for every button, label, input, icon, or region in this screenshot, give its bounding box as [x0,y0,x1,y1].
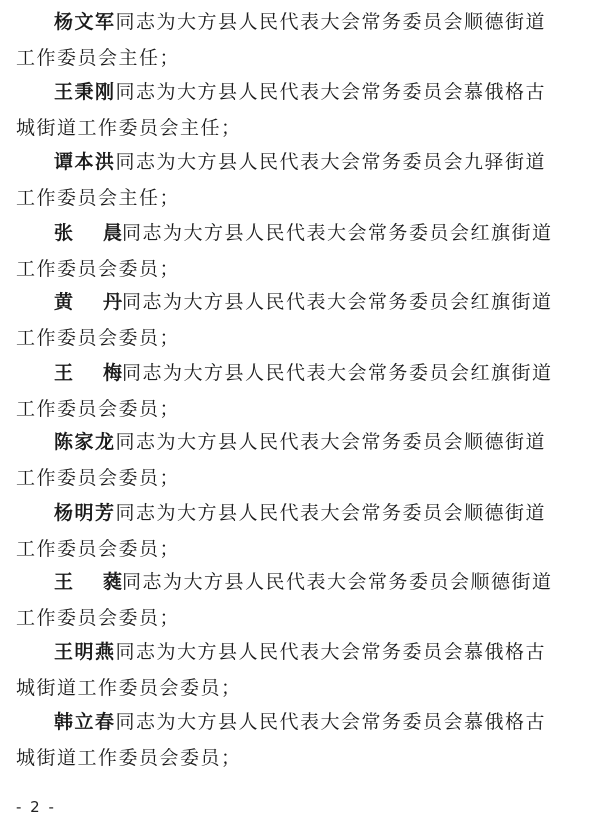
entry-first-line [54,221,553,245]
entry-first-line [54,361,553,385]
appointment-text: 同志为大方县人民代表大会常务委员会顺德街道 [115,502,547,524]
appointee-name: 谭本洪 [54,151,116,173]
appointment-text: 同志为大方县人民代表大会常务委员会红旗街道 [122,291,553,313]
appointment-text: 同志为大方县人民代表大会常务委员会慕俄格古 [115,81,547,103]
name-char-second: 晨 [103,222,123,244]
name-char-second: 丹 [103,291,123,313]
entry-first-line [54,150,546,174]
appointment-continuation: 城街道工作委员会委员； [16,747,242,769]
page-number: - 2 - [16,798,56,816]
appointment-continuation: 工作委员会委员； [16,538,181,560]
entry-first-line [54,10,546,34]
entry-first-line [54,501,546,525]
appointee-name: 王秉刚 [54,81,116,103]
entry-first-line [54,430,546,454]
appointee-name: 杨明芳 [54,502,116,524]
name-char-first: 王 [54,362,74,384]
appointee-name [54,222,122,244]
appointment-continuation: 工作委员会主任； [16,187,181,209]
appointment-continuation: 工作委员会委员； [16,398,181,420]
appointee-name [54,571,122,593]
name-char-second: 梅 [103,362,123,384]
appointment-entry [0,570,600,638]
appointee-name: 杨文军 [54,11,116,33]
appointment-text: 同志为大方县人民代表大会常务委员会顺德街道 [122,571,553,593]
appointment-entry [0,710,600,778]
appointee-name [54,362,122,384]
appointment-continuation: 城街道工作委员会主任； [16,117,242,139]
appointment-entry [0,10,600,78]
appointee-name: 王明燕 [54,641,116,663]
name-char-first: 黄 [54,291,74,313]
appointment-entry [0,501,600,569]
entry-first-line [54,640,546,664]
appointment-continuation: 工作委员会委员； [16,258,181,280]
name-char-first: 王 [54,571,74,593]
entry-first-line [54,570,553,594]
appointment-continuation: 工作委员会委员； [16,607,181,629]
entry-first-line [54,710,546,734]
appointment-entry [0,430,600,498]
appointment-text: 同志为大方县人民代表大会常务委员会红旗街道 [122,362,553,384]
entry-first-line [54,290,553,314]
appointment-entry [0,290,600,358]
appointee-name: 韩立春 [54,711,116,733]
appointee-name: 陈家龙 [54,431,116,453]
appointment-continuation: 城街道工作委员会委员； [16,677,242,699]
entry-first-line [54,80,546,104]
appointment-text: 同志为大方县人民代表大会常务委员会顺德街道 [115,11,547,33]
appointee-name [54,291,122,313]
appointment-entry [0,80,600,148]
name-char-first: 张 [54,222,74,244]
appointment-continuation: 工作委员会委员； [16,327,181,349]
appointment-text: 同志为大方县人民代表大会常务委员会九驿街道 [115,151,547,173]
appointment-entry [0,221,600,289]
appointment-text: 同志为大方县人民代表大会常务委员会顺德街道 [115,431,547,453]
appointment-continuation: 工作委员会委员； [16,467,181,489]
appointment-entry [0,640,600,708]
appointment-entry [0,150,600,218]
name-char-second: 蕤 [103,571,123,593]
appointment-text: 同志为大方县人民代表大会常务委员会红旗街道 [122,222,553,244]
appointment-entry [0,361,600,429]
appointment-text: 同志为大方县人民代表大会常务委员会慕俄格古 [115,711,547,733]
appointment-continuation: 工作委员会主任； [16,47,181,69]
appointment-text: 同志为大方县人民代表大会常务委员会慕俄格古 [115,641,547,663]
